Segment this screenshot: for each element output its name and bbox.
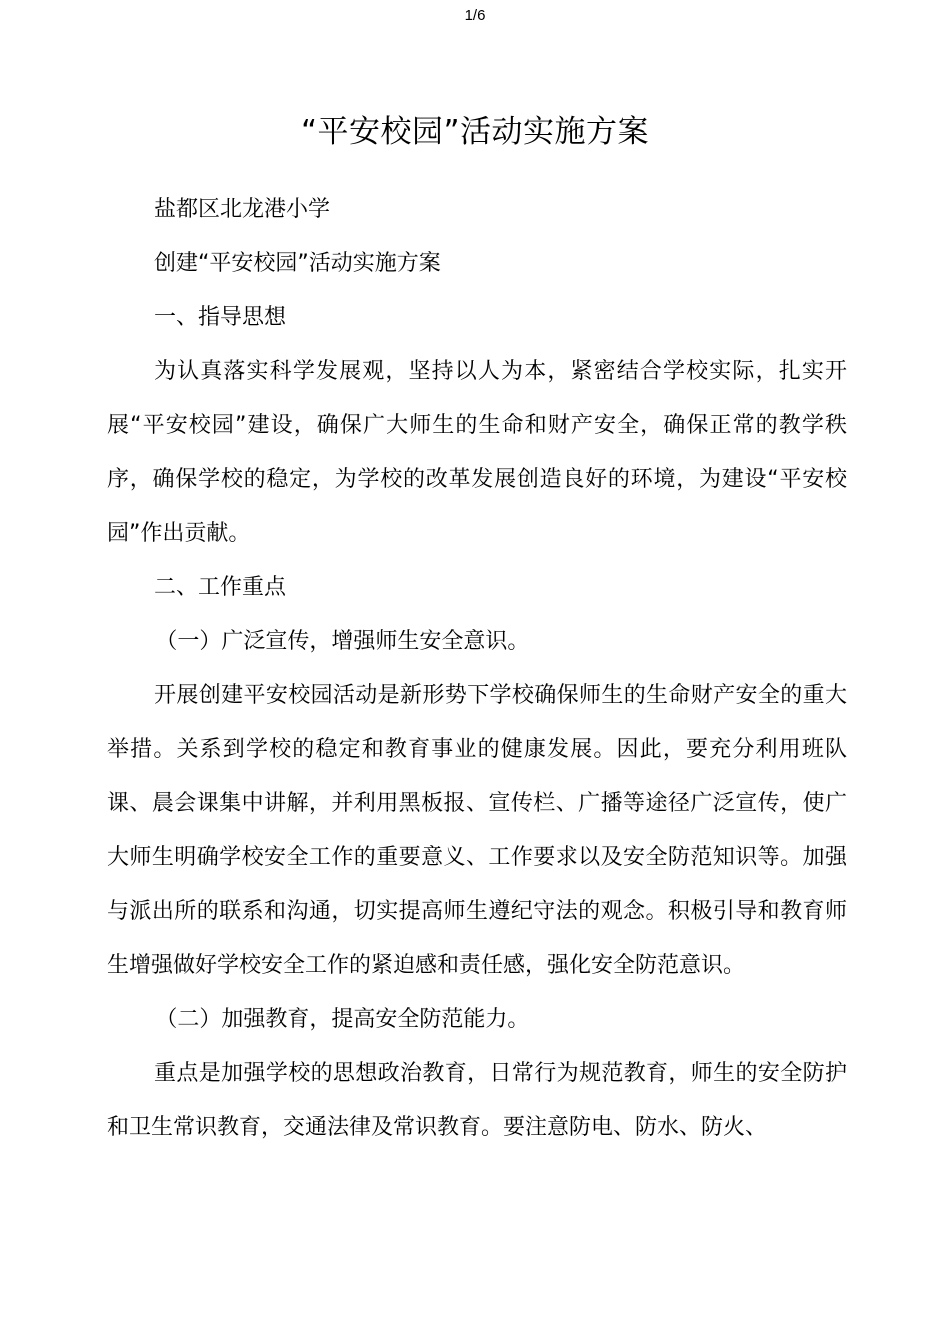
document-title: “平安校园”活动实施方案 xyxy=(300,114,650,150)
paragraph-guiding-ideology: 为认真落实科学发展观，坚持以人为本，紧密结合学校实际，扎实开展“平安校园”建设，确保广大师生的生命和财产安全，确保正常的教学秩序，确保学校的稳定，为学校的改革发展创造良好的环境，为建设“平安校园”作出贡献。 xyxy=(107,359,847,546)
page-number: 1/6 xyxy=(464,7,486,24)
paragraph-education: 重点是加强学校的思想政治教育，日常行为规范教育，师生的安全防护和卫生常识教育，交通法律及常识教育。要注意防电、防水、防火、 xyxy=(107,1061,847,1140)
subheading-publicity: （一）广泛宣传，增强师生安全意识。 xyxy=(155,629,530,654)
document-body xyxy=(107,183,847,1155)
section-heading-work-focus: 二、工作重点 xyxy=(154,575,287,600)
school-name: 盐都区北龙港小学 xyxy=(154,197,331,222)
paragraph-publicity: 开展创建平安校园活动是新形势下学校确保师生的生命财产安全的重大举措。关系到学校的稳定和教育事业的健康发展。因此，要充分利用班队课、晨会课集中讲解，并利用黑板报、宣传栏、广播等途径广泛宣传，使广大师生明确学校安全工作的重要意义、工作要求以及安全防范知识等。加强与派出所的联系和沟通，切实提高师生遵纪守法的观念。积极引导和教育师生增强做好学校安全工作的紧迫感和责任感，强化安全防范意识。 xyxy=(107,683,847,978)
plan-subtitle: 创建“平安校园”活动实施方案 xyxy=(154,251,441,276)
section-heading-guiding-ideology: 一、指导思想 xyxy=(154,305,287,330)
subheading-education: （二）加强教育，提高安全防范能力。 xyxy=(155,1007,530,1032)
